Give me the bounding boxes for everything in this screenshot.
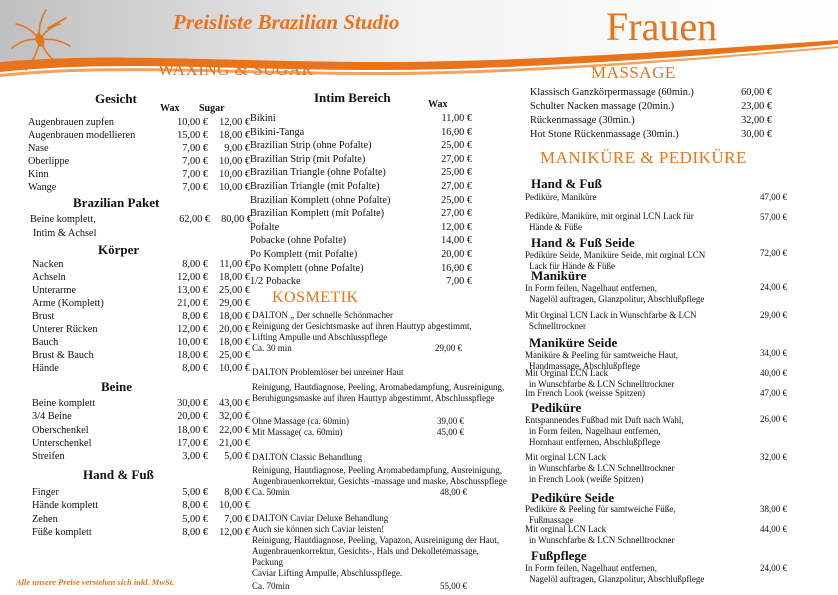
item-price: 16,00 € bbox=[441, 262, 472, 274]
item-price: 5,00 € bbox=[182, 487, 208, 498]
fusspflege-heading: Fußpflege bbox=[531, 548, 587, 563]
item-price: 25,00 € bbox=[441, 194, 472, 206]
item-name: Klassisch Ganzkörpermassage (60min.) bbox=[530, 87, 694, 98]
peds-price-1: 38,00 € bbox=[760, 504, 787, 514]
item-price-sugar: 18,00 € bbox=[219, 272, 250, 283]
item-name: Hände bbox=[32, 363, 59, 374]
paket-line-2: Intim & Achsel bbox=[33, 228, 97, 239]
peds-row-1: Pediküre & Peeling für samtweiche Füße, Fußmassage bbox=[525, 504, 676, 525]
item-price: 8,00 € bbox=[182, 500, 208, 512]
intim-heading: Intim Bereich bbox=[314, 90, 391, 105]
item-name: Finger bbox=[32, 487, 59, 498]
hf-row-1: Pediküre, Maniküre bbox=[525, 192, 597, 202]
item-name: Oberlippe bbox=[28, 156, 70, 167]
item-price: 27,00 € bbox=[441, 181, 472, 192]
item-price: 23,00 € bbox=[741, 101, 772, 112]
item-name: Kinn bbox=[28, 169, 49, 180]
item-name: Brazilian Strip (mit Pofalte) bbox=[250, 153, 366, 165]
item-price-sugar: 10,00 € bbox=[219, 363, 250, 374]
pedikuere-seide-heading: Pediküre Seide bbox=[531, 490, 615, 505]
item-price-sugar: 12,00 € bbox=[219, 117, 250, 128]
item-name: Po Komplett (ohne Pofalte) bbox=[250, 262, 364, 274]
item-price: 15,00 € bbox=[177, 130, 208, 141]
kosmetik-title: KOSMETIK bbox=[272, 289, 359, 306]
item-name: Streifen bbox=[32, 451, 65, 463]
item-name: Unterschenkel bbox=[32, 437, 92, 449]
item-price: 10,00 € bbox=[177, 337, 208, 348]
item-price: 32,00 € bbox=[741, 115, 772, 126]
koerper-heading: Körper bbox=[98, 242, 140, 257]
item-name: 1/2 Pobacke bbox=[250, 276, 301, 288]
item-name: Achseln bbox=[32, 272, 66, 283]
item-name: Brazilian Strip (ohne Pofalte) bbox=[250, 140, 372, 152]
item-price: 10,00 € bbox=[177, 117, 208, 128]
item-price-sugar: 18,00 € bbox=[219, 337, 250, 348]
peds-price-2: 44,00 € bbox=[760, 524, 787, 534]
manikuere-heading: Maniküre bbox=[531, 268, 587, 283]
manikuere-seide-heading: Maniküre Seide bbox=[529, 335, 618, 350]
man-row-1: In Form feilen, Nagelhaut entfernen, Nagelöl auftragen, Glanzpolitur, Abschlußpflege bbox=[525, 283, 705, 304]
item-name: Pofalte bbox=[250, 221, 280, 233]
item-price-sugar: 22,00 € bbox=[219, 424, 250, 436]
gesicht-heading: Gesicht bbox=[95, 91, 137, 106]
item-price: 3,00 € bbox=[182, 451, 208, 463]
item-price: 17,00 € bbox=[177, 437, 208, 449]
item-price-sugar: 12,00 € bbox=[219, 526, 250, 538]
item-name: Unterer Rücken bbox=[32, 324, 98, 335]
item-price: 13,00 € bbox=[177, 285, 208, 296]
wax-column-label: Wax bbox=[160, 103, 180, 114]
item-name: Hot Stone Rückenmassage (30min.) bbox=[530, 129, 679, 140]
item-name: Brazilian Komplett (mit Pofalte) bbox=[250, 208, 385, 220]
item-name: Rückenmassage (30min.) bbox=[530, 115, 635, 126]
hand-fuss-heading: Hand & Fuß bbox=[83, 467, 154, 482]
item-price: 25,00 € bbox=[441, 167, 472, 179]
pedikuere-heading: Pediküre bbox=[531, 400, 582, 415]
item-price-sugar: 5,00 € bbox=[224, 451, 250, 463]
item-price: 27,00 € bbox=[441, 153, 472, 165]
item-price: 25,00 € bbox=[441, 140, 472, 152]
item-price-sugar: 7,00 € bbox=[224, 513, 250, 525]
item-price: 7,00 € bbox=[182, 182, 208, 193]
item-price: 12,00 € bbox=[177, 324, 208, 335]
mans-price-3: 47,00 € bbox=[760, 388, 787, 398]
man-price-1: 24,00 € bbox=[760, 282, 787, 292]
item-price-sugar: 10,00 € bbox=[219, 156, 250, 167]
item-name: Unterarme bbox=[32, 285, 77, 296]
hfs-price-1: 72,00 € bbox=[760, 248, 787, 258]
item-name: Wange bbox=[28, 182, 57, 193]
item-price-sugar: 10,00 € bbox=[219, 500, 250, 512]
studio-title: Preisliste Brazilian Studio bbox=[173, 10, 400, 34]
item-price: 16,00 € bbox=[441, 126, 472, 138]
item-price: 14,00 € bbox=[441, 235, 472, 247]
ped-row-2: Mit orginal LCN Lack in Wunschfarbe & LCN Schnelltrockner in French Look (weiße Spitzen) bbox=[525, 452, 675, 484]
item-price: 11,00 € bbox=[441, 113, 472, 124]
footer-note: Alle unsere Preise verstehen sich inkl. MwSt. bbox=[16, 577, 175, 587]
item-name: Beine komplett bbox=[32, 398, 96, 409]
item-price: 18,00 € bbox=[177, 424, 208, 436]
item-name: Augenbrauen zupfen bbox=[28, 117, 115, 128]
item-price-sugar: 18,00 € bbox=[219, 311, 250, 322]
item-price: 7,00 € bbox=[182, 169, 208, 180]
item-name: Nacken bbox=[32, 259, 64, 270]
item-price-sugar: 43,00 € bbox=[219, 398, 250, 409]
intim-wax-label: Wax bbox=[428, 99, 448, 110]
item-price-sugar: 25,00 € bbox=[219, 285, 250, 296]
item-name: Po Komplett (mit Pofalte) bbox=[250, 249, 358, 260]
item-price: 12,00 € bbox=[441, 221, 472, 233]
peds-row-2: Mit orginal LCN Lack in Wunschfarbe & LCN Schnelltrockner bbox=[525, 524, 675, 545]
hf-price-2: 57,00 € bbox=[760, 212, 787, 222]
item-name: Oberschenkel bbox=[32, 424, 89, 436]
item-price: 8,00 € bbox=[182, 311, 208, 322]
item-price-sugar: 8,00 € bbox=[224, 487, 250, 498]
item-name: Hände komplett bbox=[32, 500, 99, 512]
item-name: Brust & Bauch bbox=[32, 350, 94, 361]
item-name: Bauch bbox=[32, 337, 59, 348]
item-price: 60,00 € bbox=[741, 87, 772, 98]
item-price: 8,00 € bbox=[182, 363, 208, 374]
fuss-price-1: 24,00 € bbox=[760, 563, 787, 573]
kosmetik-block-4: DALTON Caviar Deluxe Behandlung Auch sie können sich Caviar leisten! Reinigung, Hautdiagnose, Peeling, Vapazon, Ausreinigung der Haut, Augenbrauenkorrektur, Gesichts-, Hals und Dekolletémassage, Packung Caviar Lifting Ampulle, Abschlusspflege. Ca. 70min 55,00 € bbox=[252, 513, 500, 591]
item-price-sugar: 10,00 € bbox=[219, 182, 250, 193]
mans-row-3: Im French Look (weisse Spitzen) bbox=[525, 388, 645, 398]
item-price-sugar: 32,00 € bbox=[219, 411, 250, 423]
mans-row-1: Maniküre & Peeling für samtweiche Haut, Handmassage, Abschlußpflege bbox=[525, 350, 678, 371]
item-name: Brust bbox=[32, 311, 55, 322]
item-name: Brazilian Komplett (ohne Pofalte) bbox=[250, 194, 391, 206]
hand-fuss-mani-heading: Hand & Fuß bbox=[531, 176, 602, 191]
item-price: 12,00 € bbox=[177, 272, 208, 283]
item-price-sugar: 18,00 € bbox=[219, 130, 250, 141]
item-name: Füße komplett bbox=[32, 526, 92, 538]
item-name: Schulter Nacken massage (20min.) bbox=[530, 101, 675, 112]
item-price-sugar: 9,00 € bbox=[224, 143, 250, 154]
item-name: 3/4 Beine bbox=[32, 411, 72, 423]
manikuere-title: MANIKÜRE & PEDIKÜRE bbox=[540, 148, 747, 167]
item-name: Bikini-Tanga bbox=[250, 126, 305, 138]
item-price: 7,00 € bbox=[446, 276, 472, 288]
item-price: 20,00 € bbox=[177, 411, 208, 423]
mans-price-2: 40,00 € bbox=[760, 368, 787, 378]
man-price-2: 29,00 € bbox=[760, 310, 787, 320]
waxing-title: WAXING & SUGAR bbox=[158, 60, 314, 79]
item-name: Zehen bbox=[32, 513, 58, 525]
item-name: Brazilian Triangle (ohne Pofalte) bbox=[250, 167, 386, 179]
sugar-column-label: Sugar bbox=[199, 103, 225, 114]
hf-price-1: 47,00 € bbox=[760, 192, 787, 202]
mans-price-1: 34,00 € bbox=[760, 348, 787, 358]
kosmetik-block-2: DALTON Problemlöser bei unreiner Haut Reinigung, Hautdiagnose, Peeling, Aromabedampfung, Ausreinigung, Beruhigungsmaske auf ihren Hauttyp abgestimmt, Abschlusspflege Ohne Massage (ca. 60min) 39,00 € Mit Massage( ca. 60min) 45,00 € bbox=[252, 367, 505, 437]
item-name: Bikini bbox=[250, 113, 276, 124]
item-name: Brazilian Triangle (mit Pofalte) bbox=[250, 181, 380, 192]
item-price: 30,00 € bbox=[177, 398, 208, 409]
page-title: Frauen bbox=[606, 4, 718, 49]
item-price: 5,00 € bbox=[182, 513, 208, 525]
item-name: Nase bbox=[28, 143, 49, 154]
item-name: Pobacke (ohne Pofalte) bbox=[250, 235, 347, 247]
beine-heading: Beine bbox=[101, 379, 133, 394]
item-price-sugar: 11,00 € bbox=[219, 259, 250, 270]
brazilian-paket-heading: Brazilian Paket bbox=[73, 195, 160, 210]
hf-row-2: Pediküre, Maniküre, mit orginal LCN Lack für Hände & Füße bbox=[525, 211, 694, 232]
item-price: 7,00 € bbox=[182, 156, 208, 167]
fuss-row-1: In Form feilen, Nagelhaut entfernen, Nagelöl auftragen, Glanzpolitur, Abschlußpflege bbox=[525, 563, 705, 584]
item-price: 27,00 € bbox=[441, 208, 472, 220]
mans-row-2: Mit Orginal LCN Lack in Wunschfarbe & LCN Schnelltrockner bbox=[525, 368, 675, 389]
man-row-2: Mit Orginal LCN Lack in Wunschfarbe & LCN Schnelltrockner bbox=[525, 310, 697, 331]
hummingbird-logo-icon bbox=[4, 4, 78, 74]
item-price: 8,00 € bbox=[182, 526, 208, 538]
item-price: 30,00 € bbox=[741, 129, 772, 140]
massage-title: MASSAGE bbox=[591, 63, 676, 82]
item-price-sugar: 21,00 € bbox=[219, 437, 250, 449]
hand-fuss-seide-heading: Hand & Fuß Seide bbox=[531, 235, 635, 250]
item-price: 8,00 € bbox=[182, 259, 208, 270]
ped-price-1: 26,00 € bbox=[760, 414, 787, 424]
kosmetik-block-3: DALTON Classic Behandlung Reinigung, Hautdiagnose, Peeling Aromabedampfung, Ausreinigung, Augenbrauenkorrektur, Gesichts -massage und maske, Abschusspflege Ca. 50min 48,00 € bbox=[252, 452, 507, 497]
kosmetik-block-1: DALTON „ Der schnelle Schönmacher Reinigung der Gesichtsmaske auf ihren Hauttyp abgestimmt, Lifting Ampulle und Abschlusspflege Ca. 30 min 29,00 € bbox=[252, 310, 472, 353]
item-price-sugar: 10,00 € bbox=[219, 169, 250, 180]
ped-row-1: Entspannendes Fußbad mit Duft nach Wahl, in Form feilen, Nagelhaut entfernen, Hornhaut entfernen, Abschlußpflege bbox=[525, 415, 684, 447]
item-price-sugar: 25,00 € bbox=[219, 350, 250, 361]
item-price: 20,00 € bbox=[441, 249, 472, 260]
item-name: Augenbrauen modellieren bbox=[28, 130, 136, 141]
item-price: 18,00 € bbox=[177, 350, 208, 361]
item-price: 7,00 € bbox=[182, 143, 208, 154]
item-price: 21,00 € bbox=[177, 298, 208, 309]
hfs-row-1: Pediküre Seide, Maniküre Seide, mit orginal LCN Lack für Hände & Füße bbox=[525, 250, 706, 271]
item-name: Arme (Komplett) bbox=[32, 298, 104, 309]
item-price-sugar: 20,00 € bbox=[219, 324, 250, 335]
ped-price-2: 32,00 € bbox=[760, 452, 787, 462]
item-price-sugar: 29,00 € bbox=[219, 298, 250, 309]
